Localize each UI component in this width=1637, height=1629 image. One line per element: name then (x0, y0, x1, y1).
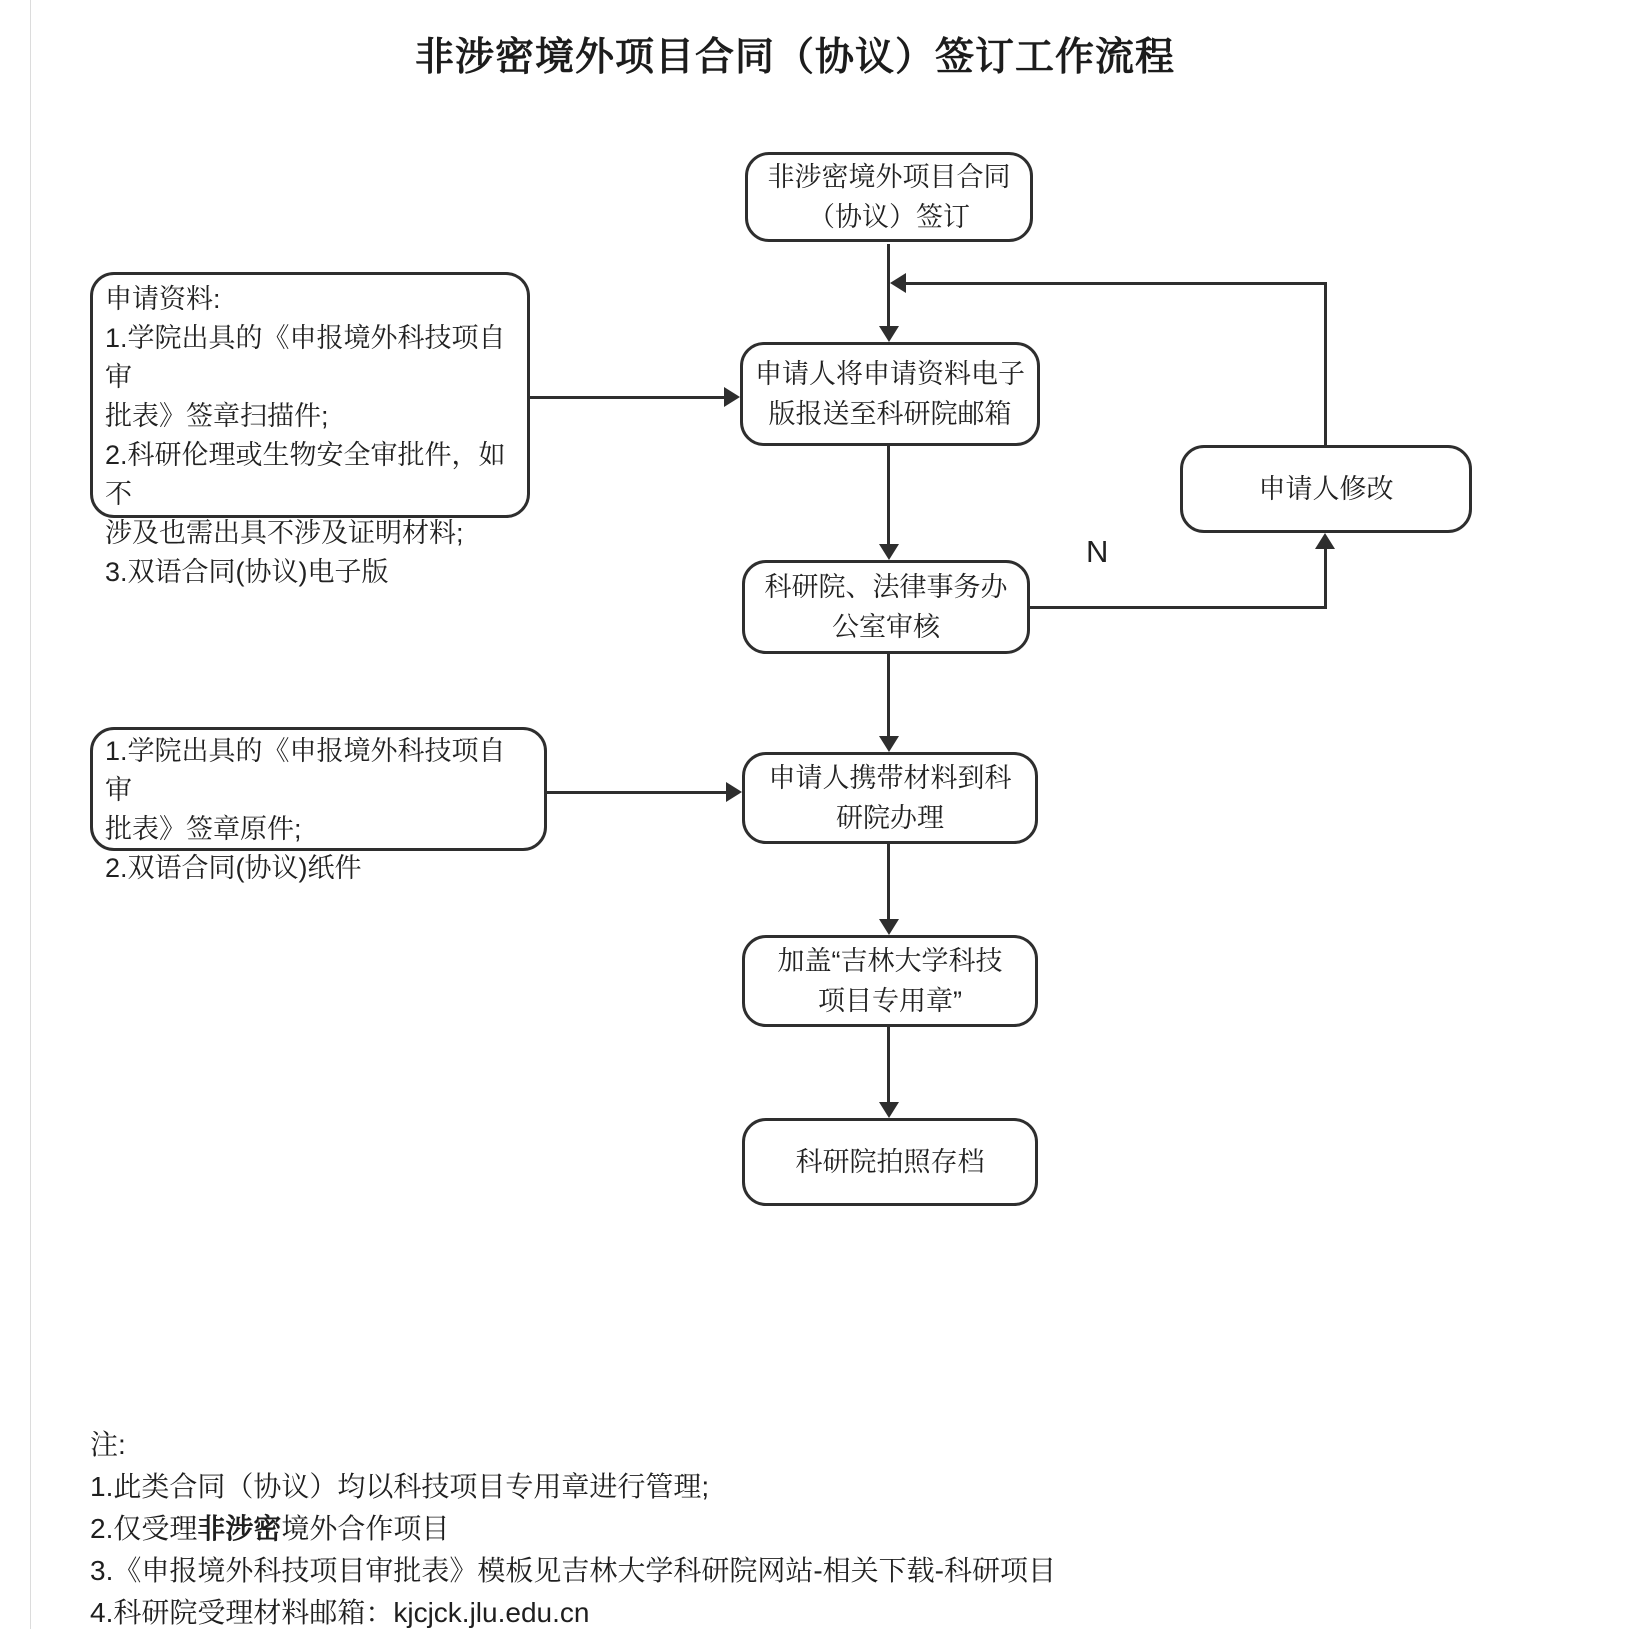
arrow-carry-to-seal-head (879, 919, 899, 935)
note-line-4 (90, 1592, 1056, 1629)
arrow-review-no-hline (1030, 606, 1327, 609)
flow-node-modify (1180, 445, 1472, 533)
materials-paper-line1: 1.学院出具的《申报境外科技项自审 (105, 736, 506, 805)
note-line-1: 1.此类合同（协议）均以科技项目专用章进行管理; (90, 1471, 710, 1502)
materials-electronic-line6: 3.双语合同(协议)电子版 (105, 557, 389, 587)
arrow-review-to-carry-line (887, 654, 890, 737)
seal-line2: 项目专用章” (818, 986, 962, 1016)
materials-paper-line2: 批表》签章原件; (105, 814, 302, 844)
notes-block (90, 1424, 1056, 1629)
note-line-2-suffix: 境外合作项目 (281, 1513, 450, 1544)
flow-node-archive (742, 1118, 1038, 1206)
arrow-review-no-vline (1324, 548, 1327, 607)
seal-line1: 加盖“吉林大学科技 (777, 946, 1003, 976)
materials-electronic-line5: 涉及也需出具不涉及证明材料; (105, 518, 464, 548)
flow-node-seal (742, 935, 1038, 1027)
arrow-review-to-carry-head (879, 736, 899, 752)
note-line-2 (90, 1508, 1056, 1550)
review-line1: 科研院、法律事务办 (764, 572, 1008, 602)
flow-node-start-line2: （协议）签订 (808, 202, 970, 232)
arrow-modify-feedback-hline (903, 282, 1327, 285)
materials-electronic-line4: 2.科研伦理或生物安全审批件，如不 (105, 440, 506, 509)
arrow-submit-to-review-line (887, 446, 890, 545)
arrow-materials-paper-head (726, 782, 742, 802)
arrow-seal-to-archive-head (879, 1102, 899, 1118)
materials-paper-line3: 2.双语合同(协议)纸件 (105, 853, 362, 883)
arrow-carry-to-seal-line (887, 844, 890, 920)
note-line-2-bold: 非涉密 (197, 1513, 282, 1544)
carry-line1: 申请人携带材料到科 (768, 763, 1012, 793)
note-line-4-label: 4.科研院受理材料邮箱： (90, 1597, 394, 1628)
archive-line1: 科研院拍照存档 (795, 1147, 985, 1177)
flow-node-materials-paper (90, 727, 547, 883)
arrow-start-to-submit-head (879, 326, 899, 342)
flow-node-materials-electronic (90, 272, 530, 587)
flow-node-carry (742, 752, 1038, 844)
materials-electronic-line1: 申请资料: (105, 284, 221, 314)
flow-node-start (745, 152, 1033, 242)
flow-node-submit (740, 342, 1040, 446)
page-left-edge-line (30, 0, 31, 1629)
arrow-submit-to-review-head (879, 544, 899, 560)
arrow-materials-electronic-head (724, 387, 740, 407)
review-line2: 公室审核 (832, 612, 940, 642)
modify-line1: 申请人修改 (1258, 474, 1394, 504)
note-line-2-prefix: 2.仅受理 (90, 1513, 198, 1544)
note-line-3: 3.《申报境外科技项目审批表》模板见吉林大学科研院网站-相关下载-科研项目 (90, 1555, 1057, 1586)
arrow-modify-feedback-vline (1324, 283, 1327, 445)
submit-line2: 版报送至科研院邮箱 (768, 399, 1012, 429)
flow-node-start-line1: 非涉密境外项目合同 (767, 162, 1011, 192)
submit-line1: 申请人将申请资料电子 (755, 359, 1025, 389)
notes-heading: 注: (90, 1429, 126, 1460)
arrow-modify-feedback-head (890, 273, 906, 293)
flow-node-review (742, 560, 1030, 654)
note-line-4-email: kjcjck.jlu.edu.cn (393, 1597, 590, 1628)
arrow-materials-paper-line (547, 791, 727, 794)
arrow-review-no-head (1315, 533, 1335, 549)
page-title: 非涉密境外项目合同（协议）签订工作流程 (414, 36, 1175, 79)
arrow-seal-to-archive-line (887, 1027, 890, 1103)
carry-line2: 研院办理 (836, 803, 944, 833)
label-no: N (1086, 534, 1109, 569)
materials-electronic-line3: 批表》签章扫描件; (105, 401, 329, 431)
arrow-materials-electronic-line (530, 396, 725, 399)
materials-electronic-line2: 1.学院出具的《申报境外科技项自审 (105, 323, 506, 392)
